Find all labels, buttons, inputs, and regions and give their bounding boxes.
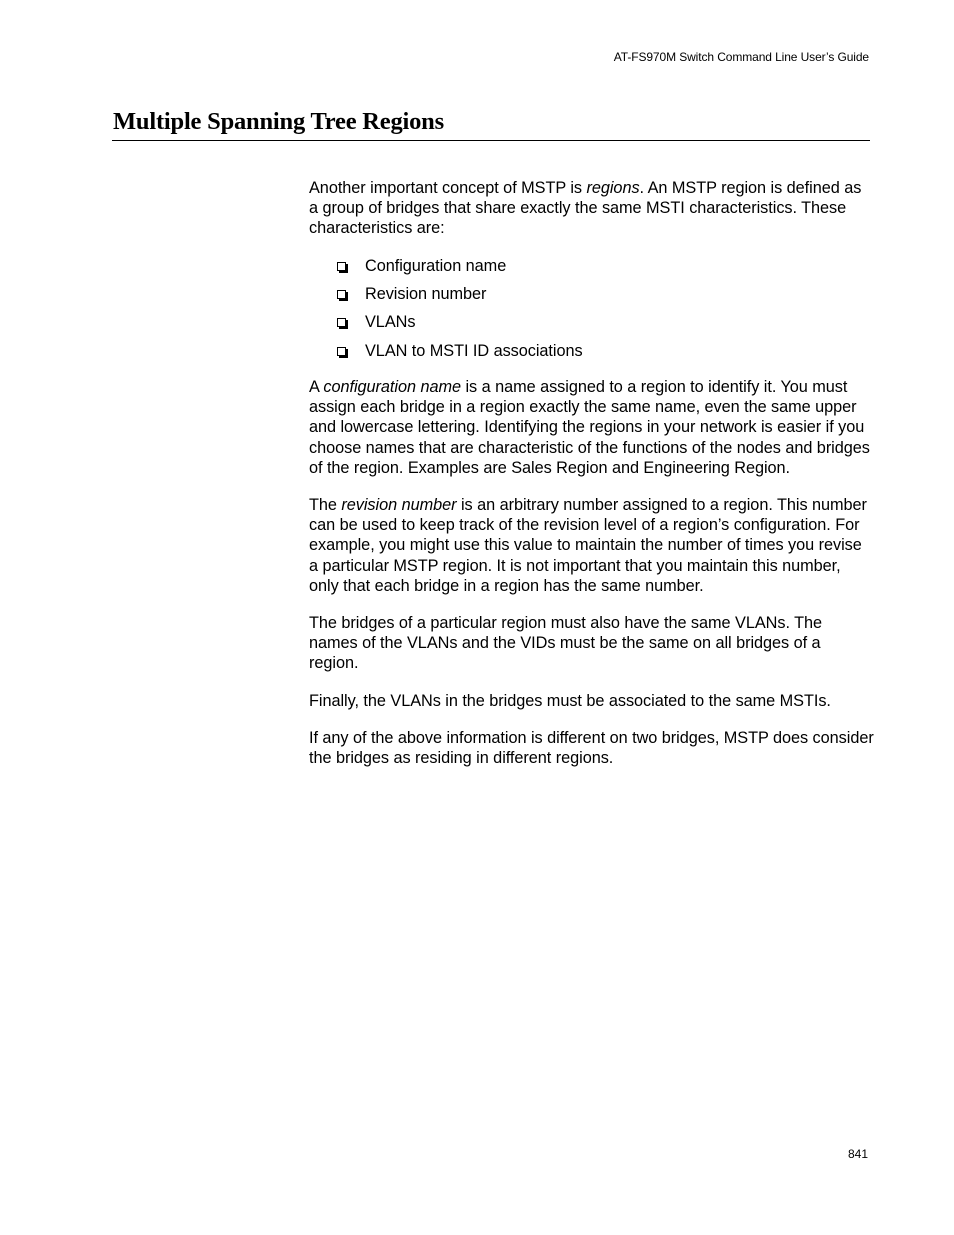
intro-text-end: . An MSTP region is defined as a group of bridges that share exactly the same MSTI characteristics. These characteristics are:	[309, 179, 862, 238]
intro-term: regions	[586, 179, 640, 197]
revision-text-start: The	[309, 496, 342, 514]
checkbox-bullet-icon	[337, 318, 346, 327]
page-number: 841	[847, 1147, 868, 1161]
configuration-name-paragraph	[309, 377, 874, 478]
mstis-paragraph: Finally, the VLANs in the bridges must be associated to the same MSTIs.	[309, 691, 831, 710]
checkbox-bullet-icon	[337, 290, 346, 299]
section-title: Multiple Spanning Tree Regions	[113, 108, 444, 135]
config-text-end: is a name assigned to a region to identify it. You must assign each bridge in a region exactly the same name, even the same upper and lowercase lettering. Identifying the regions in your network is easier if you choose names that are characteristic of the functions of the nodes and bridges of the region. Examples are Sales Region and Engineering Region.	[309, 377, 870, 477]
characteristics-list	[309, 256, 874, 361]
body-column	[309, 178, 874, 768]
intro-text-start: Another important concept of MSTP is	[309, 179, 587, 197]
revision-term: revision number	[341, 496, 457, 514]
running-header: AT-FS970M Switch Command Line User’s Guide	[613, 50, 869, 64]
list-item	[309, 341, 874, 361]
title-rule	[112, 140, 870, 141]
revision-text-end: is an arbitrary number assigned to a region. This number can be used to keep track of the revision level of a region’s configuration. For example, you might use this value to maintain the number of times you revise a particular MSTP region. It is not important that you maintain this number, only that each bridge in a region has the same number.	[309, 496, 867, 595]
config-term: configuration name	[323, 377, 461, 396]
list-item-label: Configuration name	[365, 256, 507, 275]
list-item	[309, 256, 874, 276]
intro-paragraph	[309, 178, 874, 239]
list-item	[309, 312, 874, 332]
vlans-paragraph: The bridges of a particular region must also have the same VLANs. The names of the VLANs and the VIDs must be the same on all bridges of a region.	[309, 614, 822, 673]
checkbox-bullet-icon	[337, 262, 346, 271]
config-text-start: A	[309, 377, 324, 396]
different-regions-paragraph: If any of the above information is different on two bridges, MSTP does consider the bridges as residing in different regions.	[309, 728, 874, 768]
list-item-label: VLAN to MSTI ID associations	[365, 341, 583, 360]
list-item-label: VLANs	[365, 313, 416, 332]
revision-number-paragraph	[309, 495, 874, 596]
checkbox-bullet-icon	[337, 347, 346, 356]
list-item	[309, 284, 874, 304]
list-item-label: Revision number	[365, 285, 487, 303]
